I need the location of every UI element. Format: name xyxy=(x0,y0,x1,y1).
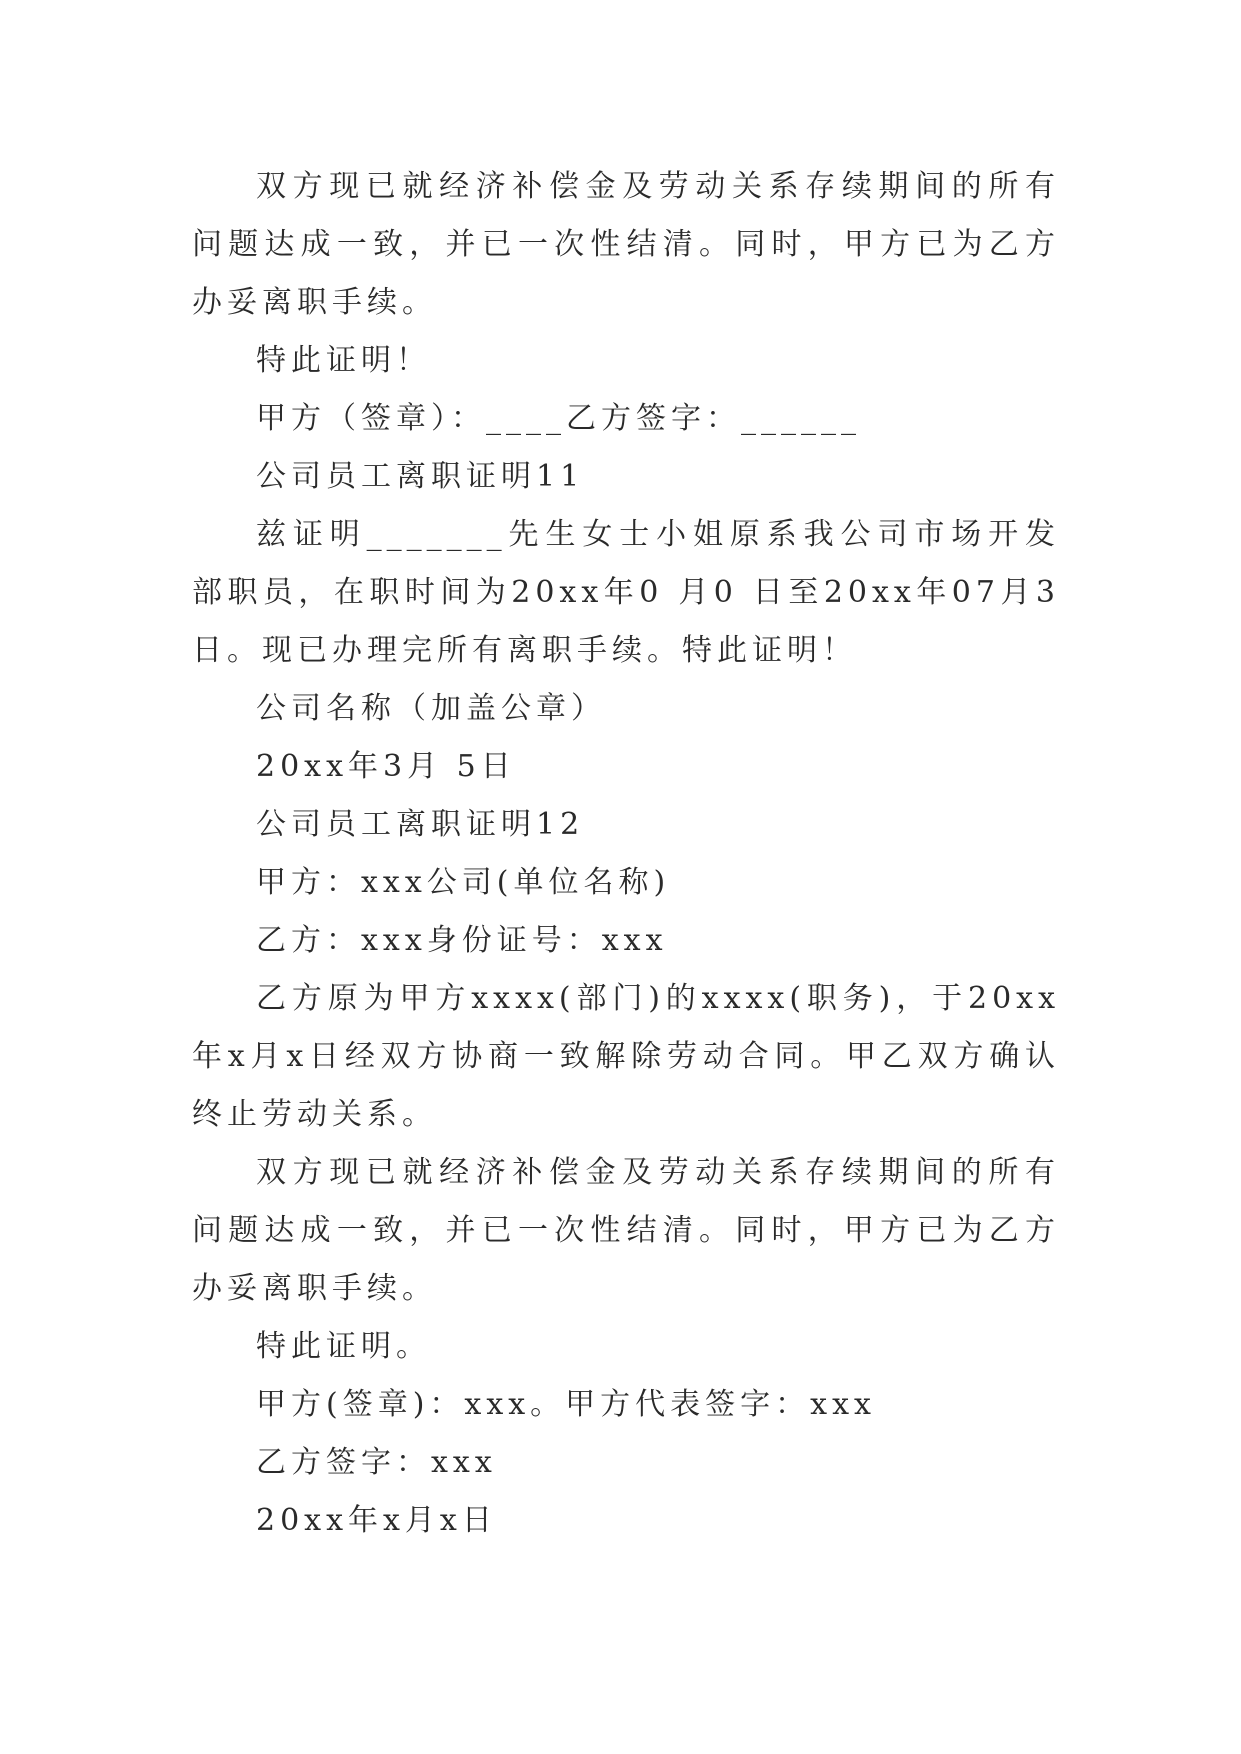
paragraph-certificate-body: 兹证明_______先生女士小姐原系我公司市场开发部职员，在职时间为20xx年0 月0 日至20xx年07月3 日。现已办理完所有离职手续。特此证明！ xyxy=(192,517,1060,668)
paragraph-company-seal: 公司名称（加盖公章） xyxy=(256,691,606,726)
paragraph-party-b: 乙方：xxx身份证号：xxx xyxy=(256,923,668,958)
paragraph-termination: 乙方原为甲方xxxx(部门)的xxxx(职务)，于20xx年x月x日经双方协商一致解除劳动合同。甲乙双方确认终止劳动关系。 xyxy=(192,981,1060,1132)
section-title-11: 公司员工离职证明11 xyxy=(256,459,585,494)
paragraph-certify-2: 特此证明。 xyxy=(256,1329,431,1364)
paragraph-party-a-signature: 甲方(签章)：xxx。甲方代表签字：xxx xyxy=(256,1387,876,1422)
paragraph-settlement-2: 双方现已就经济补偿金及劳动关系存续期间的所有问题达成一致，并已一次性结清。同时，甲方已为乙方办妥离职手续。 xyxy=(192,1155,1060,1306)
paragraph-party-a: 甲方：xxx公司(单位名称) xyxy=(256,865,671,900)
paragraph-certify: 特此证明！ xyxy=(256,343,431,378)
section-title-12: 公司员工离职证明12 xyxy=(256,807,585,842)
paragraph-date: 20xx年3月 5日 xyxy=(256,749,516,784)
document-body xyxy=(192,158,1060,1550)
paragraph-settlement: 双方现已就经济补偿金及劳动关系存续期间的所有问题达成一致，并已一次性结清。同时，甲方已为乙方办妥离职手续。 xyxy=(192,169,1060,320)
paragraph-party-b-signature: 乙方签字：xxx xyxy=(256,1445,497,1480)
paragraph-signatures: 甲方（签章）：____乙方签字：______ xyxy=(256,401,861,436)
paragraph-final-date: 20xx年x月x日 xyxy=(256,1503,497,1538)
